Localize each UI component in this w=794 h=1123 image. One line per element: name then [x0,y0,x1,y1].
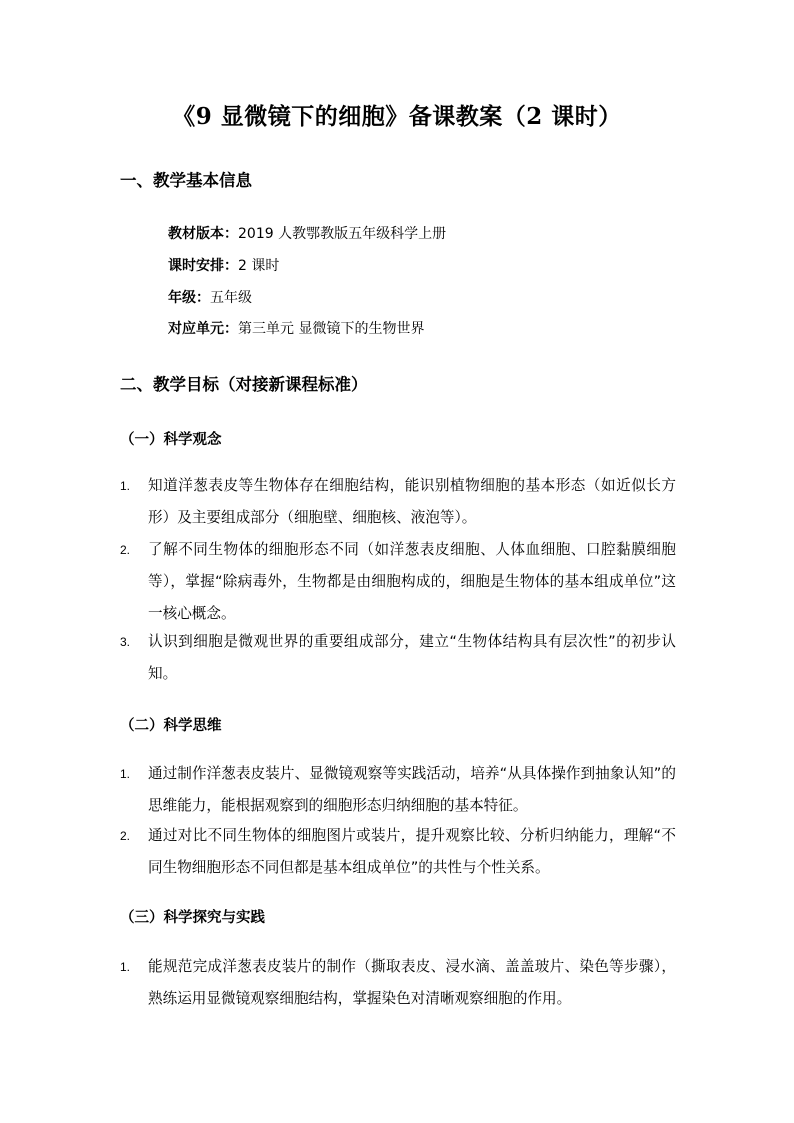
list-item-number: 1. [120,479,131,493]
info-textbook-version [168,223,446,243]
info-grade [168,287,252,307]
info-label: 年级： [168,290,210,306]
list-item [120,470,676,534]
list-item [120,951,676,1015]
list-item [120,820,676,884]
subsection-heading-inquiry: （三）科学探究与实践 [120,909,265,926]
section-heading-objectives: 二、教学目标（对接新课程标准） [120,375,368,394]
list-item [120,626,676,690]
subsection-heading-thinking: （二）科学思维 [120,717,222,734]
list-item [120,534,676,630]
list-item-text: 了解不同生物体的细胞形态不同（如洋葱表皮细胞、人体血细胞、口腔黏膜细胞等），掌握“除病毒外，生物都是由细胞构成的，细胞是生物体的基本组成单位”这一核心概念。 [148,541,676,622]
list-item-text: 认识到细胞是微观世界的重要组成部分，建立“生物体结构具有层次性”的初步认知。 [148,633,676,682]
list-item-number: 2. [120,543,131,557]
info-label: 教材版本： [168,226,238,242]
list-item-number: 1. [120,767,131,781]
list-item-number: 3. [120,635,131,649]
list-item-text: 通过制作洋葱表皮装片、显微镜观察等实践活动，培养“从具体操作到抽象认知”的思维能力，能根据观察到的细胞形态归纳细胞的基本特征。 [148,765,676,814]
info-value: 第三单元 显微镜下的生物世界 [238,321,425,337]
section-heading-basic-info: 一、教学基本信息 [120,171,252,190]
list-item-number: 2. [120,829,131,843]
subsection-heading-concepts: （一）科学观念 [120,431,222,448]
list-item-text: 能规范完成洋葱表皮装片的制作（撕取表皮、浸水滴、盖盖玻片、染色等步骤），熟练运用显微镜观察细胞结构，掌握染色对清晰观察细胞的作用。 [148,958,676,1007]
list-item-text: 通过对比不同生物体的细胞图片或装片，提升观察比较、分析归纳能力，理解“不同生物细胞形态不同但都是基本组成单位”的共性与个性关系。 [148,827,676,876]
info-unit [168,318,424,338]
info-lesson-arrangement [168,255,279,275]
info-value: 五年级 [210,290,252,306]
list-item-text: 知道洋葱表皮等生物体存在细胞结构，能识别植物细胞的基本形态（如近似长方形）及主要组成部分（细胞壁、细胞核、液泡等）。 [148,477,676,526]
info-value: 2 课时 [238,258,280,274]
list-item [120,758,676,822]
info-value: 2019 人教鄂教版五年级科学上册 [238,226,447,242]
list-item-number: 1. [120,960,131,974]
page-title: 《9 显微镜下的细胞》备课教案（2 课时） [172,103,622,130]
info-label: 对应单元： [168,321,238,337]
info-label: 课时安排： [168,258,238,274]
